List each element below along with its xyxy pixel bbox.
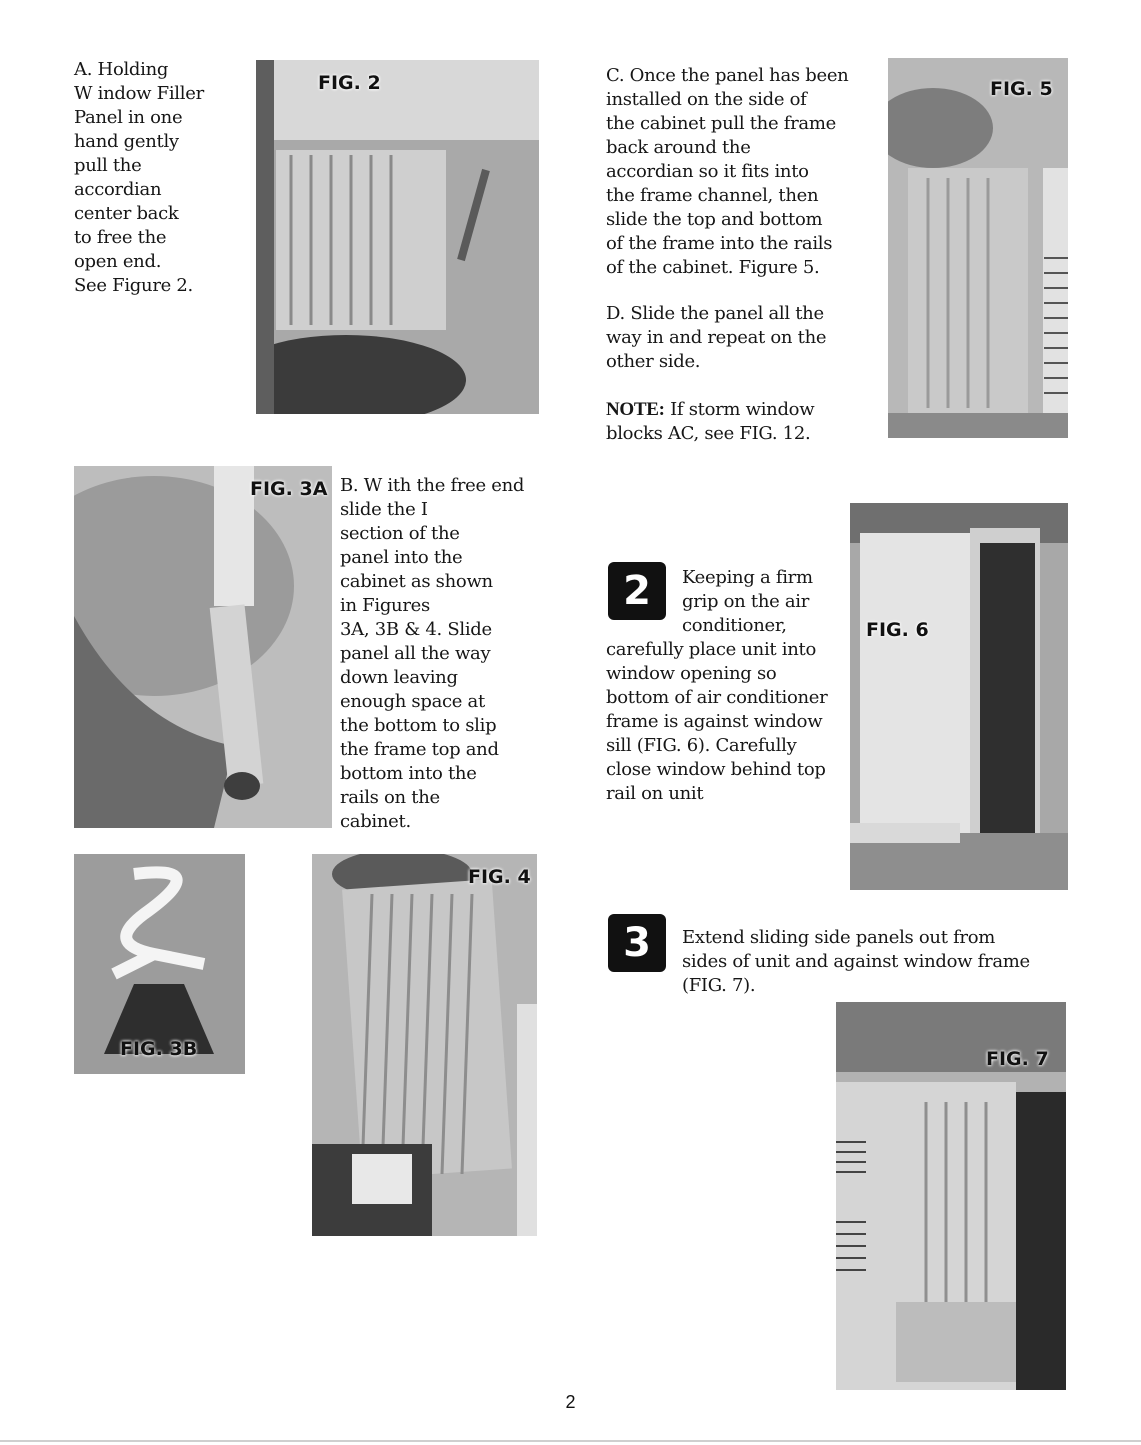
step-3-badge: 3 xyxy=(608,914,666,972)
figure-5-illustration xyxy=(888,58,1068,438)
figure-6-label: FIG. 6 xyxy=(866,619,929,641)
note-text xyxy=(606,398,886,446)
note-body: If storm window blocks AC, see FIG. 12. xyxy=(606,399,815,444)
page-number: 2 xyxy=(565,1392,576,1412)
figure-3b-photo xyxy=(74,854,245,1074)
figure-2-illustration xyxy=(256,60,539,414)
figure-4-photo xyxy=(312,854,537,1236)
step-2-continuation: carefully place unit into window opening so bottom of air conditioner frame is against window sill (FIG. 6). Carefully close window behind top rail on unit xyxy=(606,639,828,804)
figure-5-label: FIG. 5 xyxy=(990,78,1053,100)
figure-7-photo xyxy=(836,1002,1066,1390)
figure-3a-photo xyxy=(74,466,332,828)
step-a-text: A. Holding W indow Filler Panel in one hand gently pull the accordian center back to free the open end. See Figure 2. xyxy=(74,59,204,296)
step-c-text: C. Once the panel has been installed on the side of the cabinet pull the frame back around the accordian so it fits into the frame channel, then slide the top and bottom of the frame into the rails of the cabinet. Figure 5. xyxy=(606,65,849,278)
bottom-rule xyxy=(0,1440,1141,1442)
figure-7-label: FIG. 7 xyxy=(986,1048,1049,1070)
step-3-text: Extend sliding side panels out from sides of unit and against window frame (FIG. 7). xyxy=(682,927,1030,996)
figure-2-label: FIG. 2 xyxy=(318,72,381,94)
figure-6-photo xyxy=(850,503,1068,890)
figure-5-photo xyxy=(888,58,1068,438)
step-2-badge: 2 xyxy=(608,562,666,620)
step-b-text: B. W ith the free end slide the I section of the panel into the cabinet as shown in Figures 3A, 3B & 4. Slide panel all the way down leaving enough space at the bottom to slip the frame top and bottom into the rails on the cabinet. xyxy=(340,475,525,832)
step-2-text: Keeping a firm grip on the air conditioner, xyxy=(682,567,813,636)
figure-3a-label: FIG. 3A xyxy=(250,478,328,500)
figure-6-illustration xyxy=(850,503,1068,890)
figure-4-illustration xyxy=(312,854,537,1236)
figure-4-label: FIG. 4 xyxy=(468,866,531,888)
figure-3b-label: FIG. 3B xyxy=(120,1038,198,1060)
figure-3a-illustration xyxy=(74,466,332,828)
figure-2-photo xyxy=(256,60,539,414)
note-label: NOTE: xyxy=(606,399,665,420)
step-d-text: D. Slide the panel all the way in and repeat on the other side. xyxy=(606,303,827,372)
